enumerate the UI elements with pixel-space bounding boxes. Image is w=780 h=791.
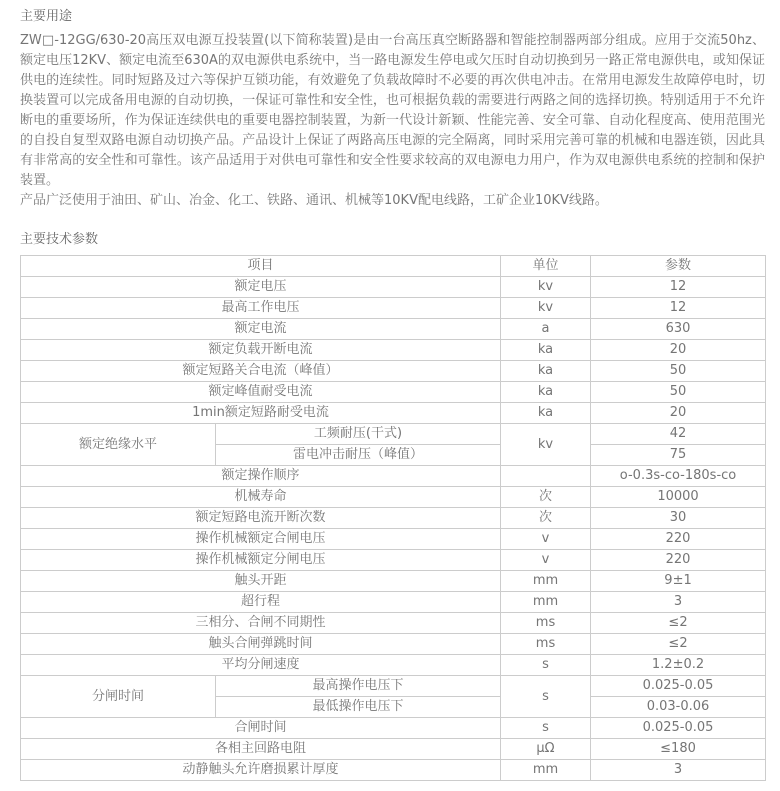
table-row <box>21 718 766 739</box>
table-body <box>21 277 766 781</box>
table-cell: ≤2 <box>591 613 766 634</box>
table-cell: μΩ <box>501 739 591 760</box>
table-cell: v <box>501 529 591 550</box>
table-cell: 50 <box>591 361 766 382</box>
table-cell: ka <box>501 361 591 382</box>
table-cell: 三相分、合闸不同期性 <box>21 613 501 634</box>
table-cell: a <box>501 319 591 340</box>
technical-parameters-table <box>20 255 766 781</box>
table-cell: 42 <box>591 424 766 445</box>
table-cell: 1.2±0.2 <box>591 655 766 676</box>
table-cell: mm <box>501 760 591 781</box>
table-cell: 平均分闸速度 <box>21 655 501 676</box>
table-cell: s <box>501 655 591 676</box>
table-cell: s <box>501 718 591 739</box>
table-row <box>21 466 766 487</box>
table-cell: 75 <box>591 445 766 466</box>
header-cell-item: 项目 <box>21 256 501 277</box>
table-cell: 20 <box>591 403 766 424</box>
table-cell: ms <box>501 634 591 655</box>
table-cell: v <box>501 550 591 571</box>
table-cell: 额定电流 <box>21 319 501 340</box>
table-cell: 630 <box>591 319 766 340</box>
table-cell: 9±1 <box>591 571 766 592</box>
table-cell: 工频耐压(干式) <box>216 424 501 445</box>
table-cell: 额定短路关合电流（峰值） <box>21 361 501 382</box>
table-row <box>21 277 766 298</box>
table-cell <box>501 466 591 487</box>
section-title-main-usage: 主要用途 <box>20 9 73 24</box>
table-cell: 3 <box>591 592 766 613</box>
table-row <box>21 676 766 697</box>
table-row <box>21 361 766 382</box>
table-row <box>21 298 766 319</box>
table-cell: 3 <box>591 760 766 781</box>
table-row <box>21 508 766 529</box>
table-cell: 额定电压 <box>21 277 501 298</box>
table-cell: 220 <box>591 529 766 550</box>
table-cell: 触头合闸弹跳时间 <box>21 634 501 655</box>
table-cell: 额定峰值耐受电流 <box>21 382 501 403</box>
table-cell: 10000 <box>591 487 766 508</box>
table-cell: 50 <box>591 382 766 403</box>
table-cell: s <box>501 676 591 718</box>
table-cell: kv <box>501 424 591 466</box>
table-cell: 0.03-0.06 <box>591 697 766 718</box>
table-row <box>21 487 766 508</box>
table-row <box>21 655 766 676</box>
table-header-row <box>21 256 766 277</box>
table-cell: 合闸时间 <box>21 718 501 739</box>
table-cell: 12 <box>591 298 766 319</box>
table-cell: 额定短路电流开断次数 <box>21 508 501 529</box>
table-cell: ms <box>501 613 591 634</box>
table-row <box>21 319 766 340</box>
table-cell: 12 <box>591 277 766 298</box>
table-cell: 20 <box>591 340 766 361</box>
table-row <box>21 403 766 424</box>
table-cell: ≤2 <box>591 634 766 655</box>
table-cell: 操作机械额定分闸电压 <box>21 550 501 571</box>
table-cell: ka <box>501 340 591 361</box>
table-cell: ka <box>501 382 591 403</box>
application-scope-paragraph: 产品广泛使用于油田、矿山、冶金、化工、铁路、通讯、机械等10KV配电线路，工矿企业10KV线路。 <box>20 193 608 208</box>
table-row <box>21 382 766 403</box>
table-cell: 分闸时间 <box>21 676 216 718</box>
table-cell: mm <box>501 571 591 592</box>
table-row <box>21 340 766 361</box>
table-row <box>21 529 766 550</box>
table-cell: 最低操作电压下 <box>216 697 501 718</box>
table-row <box>21 613 766 634</box>
table-cell: 触头开距 <box>21 571 501 592</box>
table-row <box>21 760 766 781</box>
header-cell-unit: 单位 <box>501 256 591 277</box>
table-cell: 超行程 <box>21 592 501 613</box>
table-row <box>21 424 766 445</box>
table-row <box>21 571 766 592</box>
usage-description-paragraph: ZW□-12GG/630-20高压双电源互投装置(以下简称装置)是由一台高压真空断路器和智能控制器两部分组成。应用于交流50hz、额定电压12KV、额定电流至630A的双电源供电系统中，当一路电源发生停电或欠压时自动切换到另一路正常电源供电，或知保证供电的连续性。同时短路及过六等保护互锁功能，有效避免了负载故障时不必要的再次供电冲击。在常用电源发生故障停电时，切换装置可以完成备用电源的自动切换，一保证可靠性和安全性，也可根据负载的需要进行两路之间的选择切换。特别适用于不允许断电的重要场所，作为保证连续供电的重要电器控制装置，为新一代设计新颖、性能完善、安全可靠、自动化程度高、使用范围光的自投自复型双路电源自动切换产品。产品设计上保证了两路高压电源的完全隔离，同时采用完善可靠的机械和电器连锁，因此具有非常高的安全性和可靠性。该产品适用于对供电可靠性和安全性要求较高的双电源电力用户，作为双电源供电系统的控制和保护装置。 <box>20 33 765 188</box>
table-row <box>21 634 766 655</box>
table-cell: 220 <box>591 550 766 571</box>
table-cell: 0.025-0.05 <box>591 676 766 697</box>
header-cell-parameter: 参数 <box>591 256 766 277</box>
table-cell: kv <box>501 298 591 319</box>
table-cell: kv <box>501 277 591 298</box>
table-row <box>21 592 766 613</box>
table-row <box>21 550 766 571</box>
table-cell: o-0.3s-co-180s-co <box>591 466 766 487</box>
table-cell: 机械寿命 <box>21 487 501 508</box>
table-cell: 次 <box>501 508 591 529</box>
table-cell: mm <box>501 592 591 613</box>
table-cell: 额定操作顺序 <box>21 466 501 487</box>
table-cell: 最高操作电压下 <box>216 676 501 697</box>
table-cell: 0.025-0.05 <box>591 718 766 739</box>
table-row <box>21 739 766 760</box>
table-cell: 1min额定短路耐受电流 <box>21 403 501 424</box>
table-cell: 各相主回路电阻 <box>21 739 501 760</box>
table-cell: 额定绝缘水平 <box>21 424 216 466</box>
table-cell: 次 <box>501 487 591 508</box>
table-cell: 操作机械额定合闸电压 <box>21 529 501 550</box>
table-cell: 动静触头允许磨损累计厚度 <box>21 760 501 781</box>
table-cell: ka <box>501 403 591 424</box>
table-cell: 额定负载开断电流 <box>21 340 501 361</box>
section-title-technical-parameters: 主要技术参数 <box>20 232 99 247</box>
table-cell: 雷电冲击耐压（峰值） <box>216 445 501 466</box>
table-cell: 最高工作电压 <box>21 298 501 319</box>
table-cell: 30 <box>591 508 766 529</box>
table-cell: ≤180 <box>591 739 766 760</box>
